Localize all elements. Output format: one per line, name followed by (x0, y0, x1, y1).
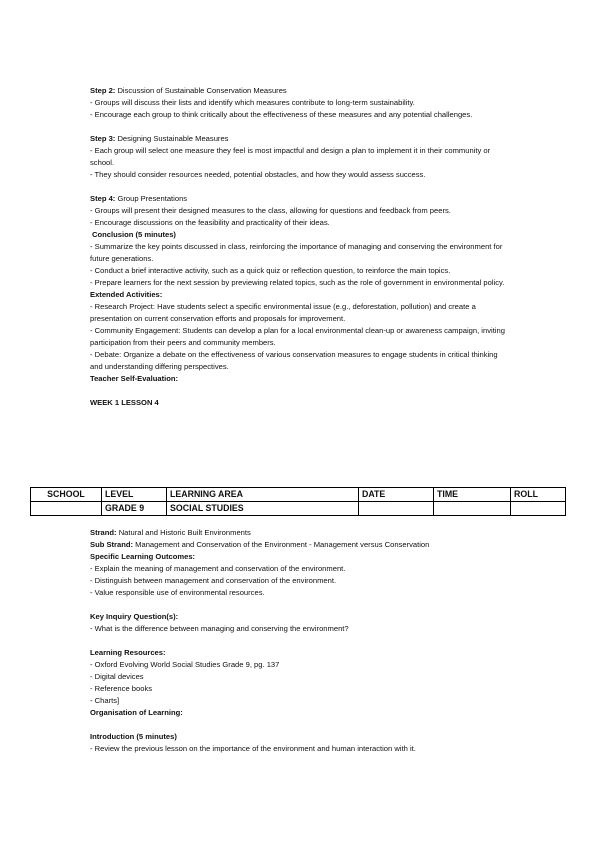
outcome-line: - Distinguish between management and conservation of the environment. (90, 576, 337, 585)
step-3-line: - Each group will select one measure they feel is most impactful and design a plan to implement it in their community or school. (90, 146, 491, 167)
step-4-line: - Groups will present their designed measures to the class, allowing for questions and feedback from peers. (90, 206, 451, 215)
table-cell: GRADE 9 (102, 502, 167, 516)
step-2-line: - Encourage each group to think critically about the effectiveness of these measures and any potential challenges. (90, 110, 473, 119)
teacher-self-evaluation: Teacher Self-Evaluation: (90, 374, 179, 383)
table-cell (31, 502, 102, 516)
outcome-line: - Explain the meaning of management and conservation of the environment. (90, 564, 346, 573)
resource-line: - Reference books (90, 684, 153, 693)
extended-activity-line: - Community Engagement: Students can develop a plan for a local environmental clean-up or awareness campaign, inviting participation from their peers and community members. (90, 326, 505, 347)
step-4-heading: Step 4: Group Presentations (90, 194, 188, 203)
introduction-line: - Review the previous lesson on the importance of the environment and human interaction with it. (90, 744, 416, 753)
table-header-row (31, 488, 566, 502)
table-cell (359, 502, 434, 516)
lesson-details-section (90, 527, 510, 755)
table-header-cell: ROLL (511, 488, 566, 502)
resource-line: - Digital devices (90, 672, 144, 681)
step-2-line: - Groups will discuss their lists and identify which measures contribute to long-term sustainability. (90, 98, 415, 107)
inquiry-heading: Key Inquiry Question(s): (90, 612, 179, 621)
conclusion-heading: Conclusion (5 minutes) (92, 230, 176, 239)
conclusion-line: - Conduct a brief interactive activity, such as a quick quiz or reflection question, to reinforce the main topics. (90, 266, 451, 275)
lesson-info-table (30, 487, 566, 516)
table-cell (511, 502, 566, 516)
resource-line: - Oxford Evolving World Social Studies Grade 9, pg. 137 (90, 660, 280, 669)
inquiry-line: - What is the difference between managing and conserving the environment? (90, 624, 349, 633)
step-2-heading: Step 2: Discussion of Sustainable Conservation Measures (90, 86, 287, 95)
outcomes-heading: Specific Learning Outcomes: (90, 552, 196, 561)
resource-line: - Charts] (90, 696, 120, 705)
table-cell (434, 502, 511, 516)
week-lesson-title: WEEK 1 LESSON 4 (90, 398, 159, 407)
step-4-line: - Encourage discussions on the feasibility and practicality of their ideas. (90, 218, 330, 227)
step-3-line: - They should consider resources needed, potential obstacles, and how they would assess success. (90, 170, 426, 179)
introduction-heading: Introduction (5 minutes) (90, 732, 177, 741)
table-row (31, 502, 566, 516)
conclusion-line: - Prepare learners for the next session by previewing related topics, such as the role of government in environmental policy. (90, 278, 505, 287)
outcome-line: - Value responsible use of environmental resources. (90, 588, 265, 597)
sub-strand-line: Sub Strand: Management and Conservation of the Environment - Management versus Conservation (90, 540, 430, 549)
extended-activity-line: - Debate: Organize a debate on the effectiveness of various conservation measures to engage students in critical thinking and understanding differing perspectives. (90, 350, 498, 371)
strand-line: Strand: Natural and Historic Built Environments (90, 528, 251, 537)
step-3-heading: Step 3: Designing Sustainable Measures (90, 134, 229, 143)
lesson-steps-section (90, 85, 510, 409)
table-header-cell: DATE (359, 488, 434, 502)
table-header-cell: SCHOOL (31, 488, 102, 502)
conclusion-line: - Summarize the key points discussed in class, reinforcing the importance of managing and conserving the environment for future generations. (90, 242, 503, 263)
table-header-cell: TIME (434, 488, 511, 502)
resources-heading: Learning Resources: (90, 648, 166, 657)
table-header-cell: LEVEL (102, 488, 167, 502)
extended-activities-heading: Extended Activities: (90, 290, 163, 299)
table-cell: SOCIAL STUDIES (167, 502, 359, 516)
extended-activity-line: - Research Project: Have students select a specific environmental issue (e.g., deforestation, pollution) and create a presentation on current conservation efforts and proposals for improvement. (90, 302, 476, 323)
organisation-heading: Organisation of Learning: (90, 708, 183, 717)
table-header-cell: LEARNING AREA (167, 488, 359, 502)
